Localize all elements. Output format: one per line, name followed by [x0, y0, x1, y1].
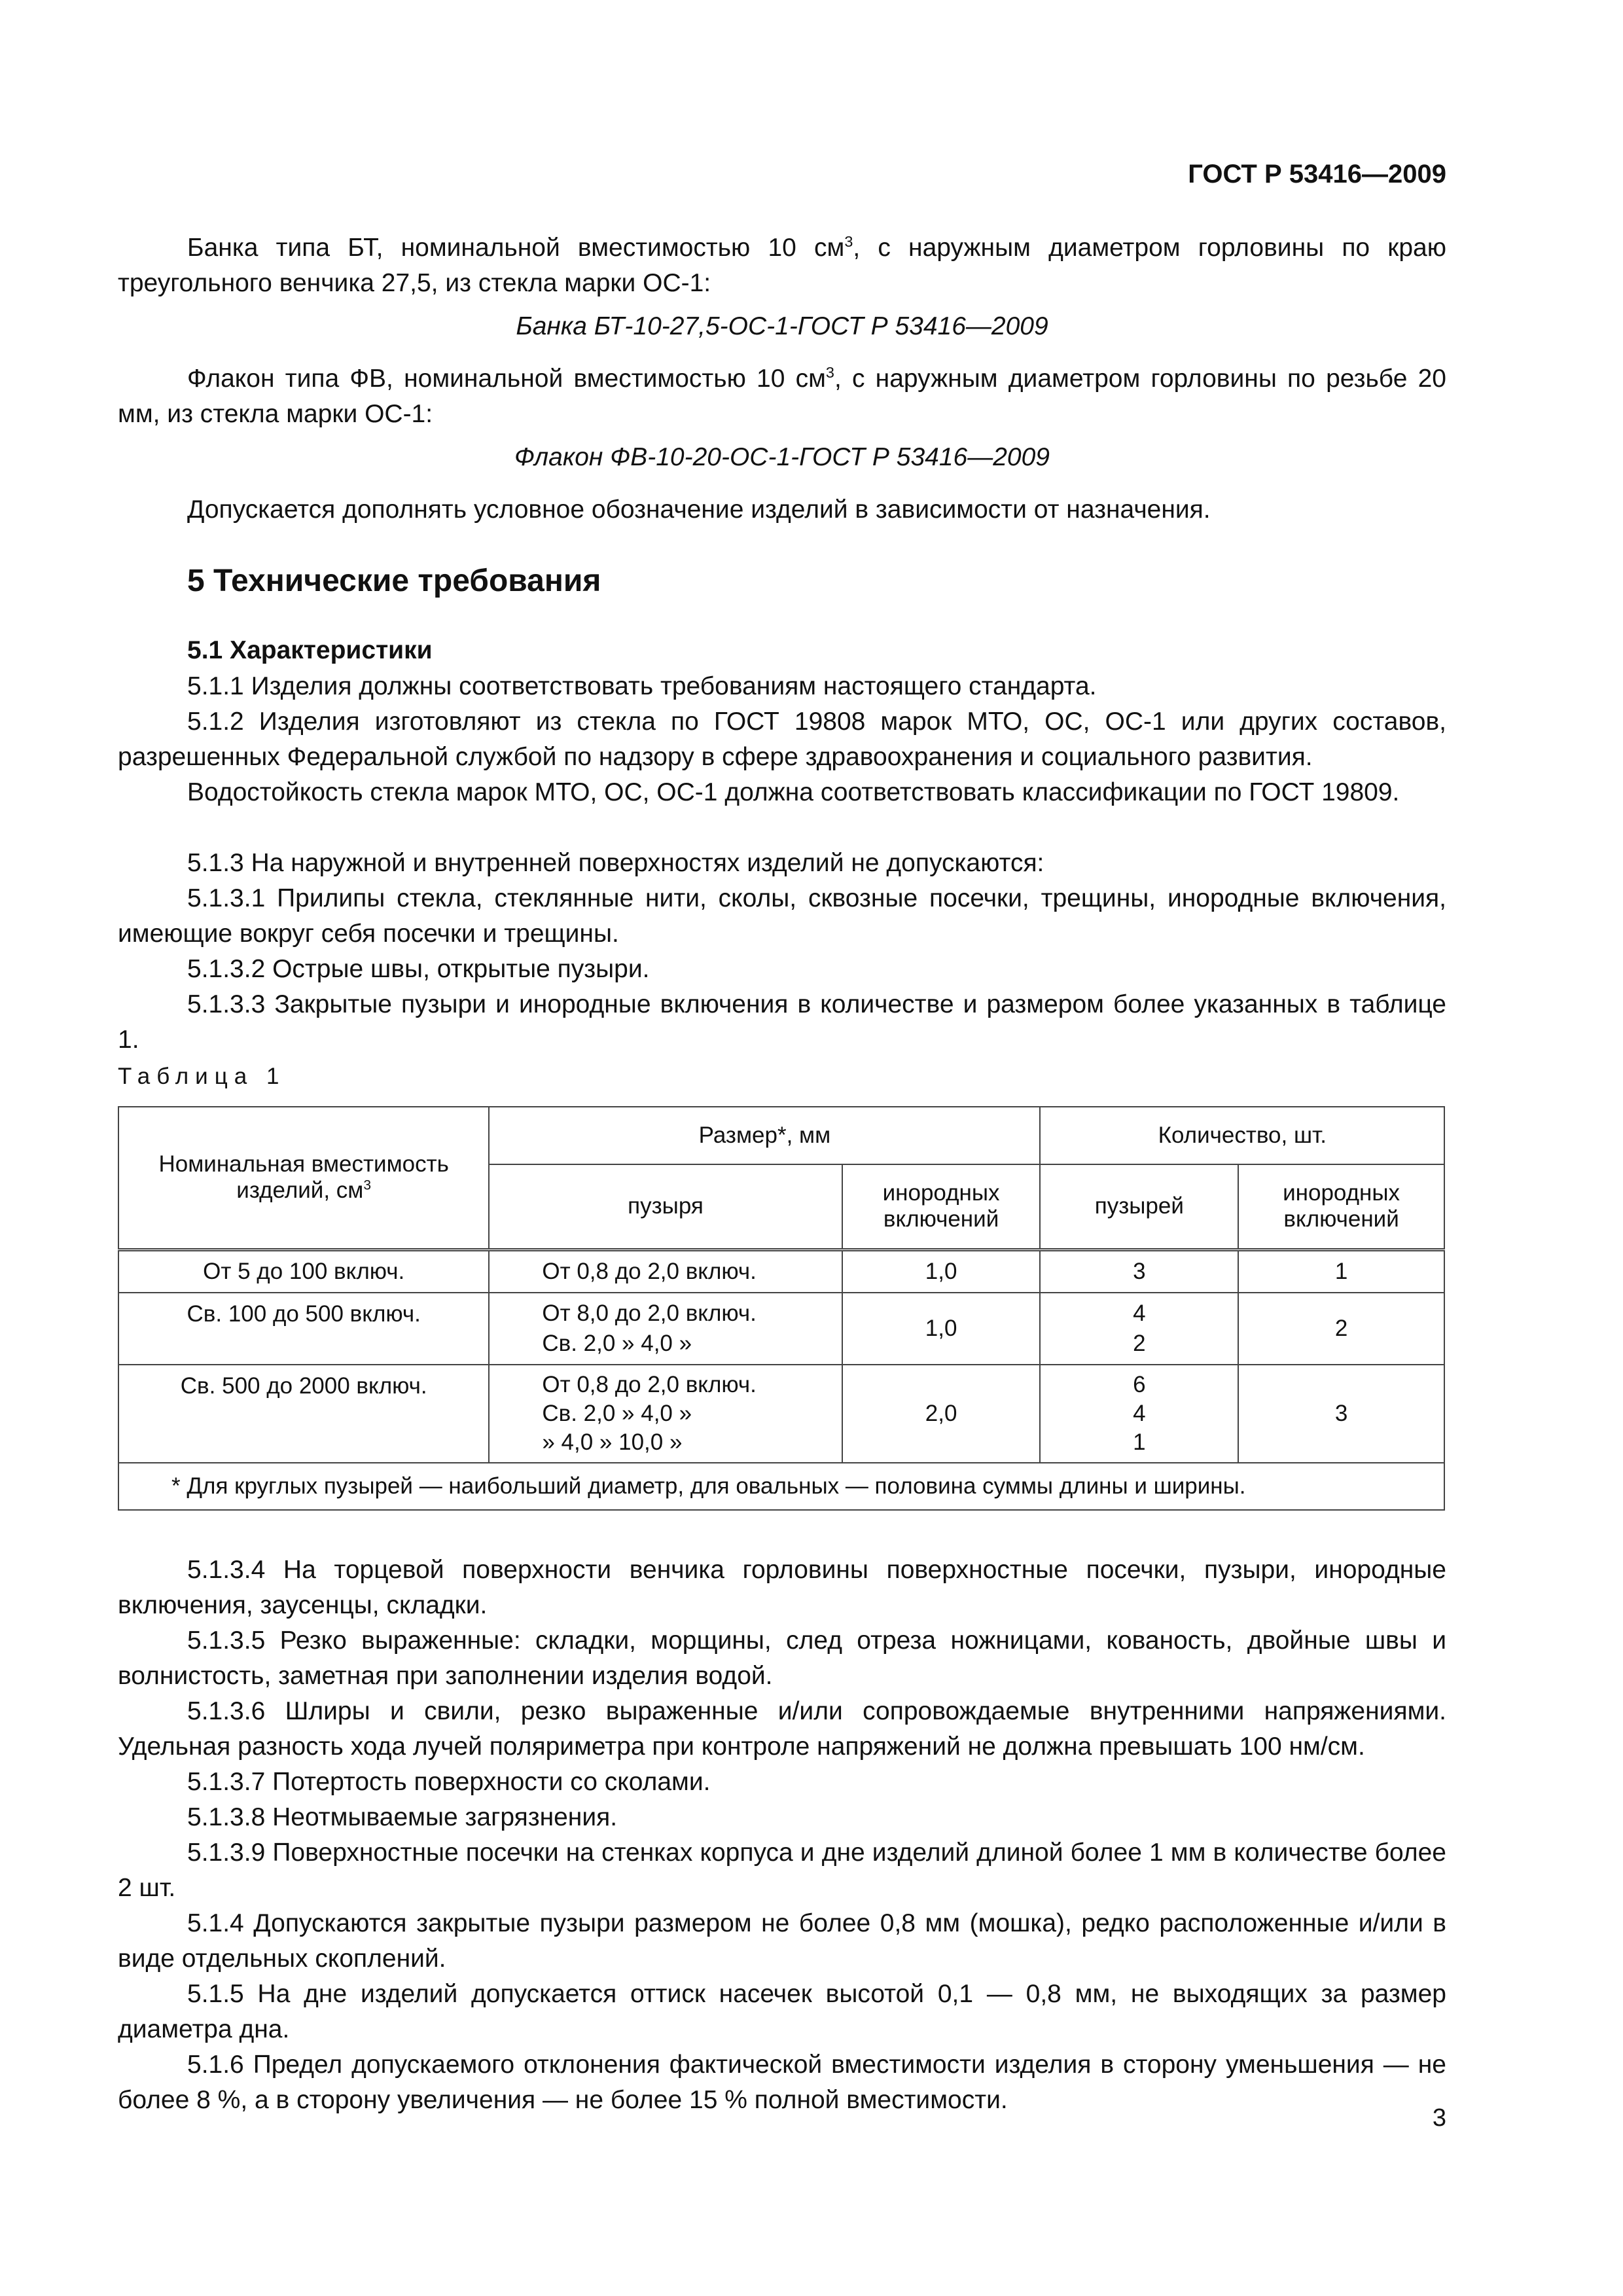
cell-capacity: От 5 до 100 включ. — [118, 1249, 489, 1293]
table-caption: Таблица 1 — [118, 1064, 286, 1089]
clause-5-1-1: 5.1.1 Изделия должны соответствовать требованиям настоящего стандарта. — [187, 672, 1097, 700]
cell-inclusion-count: 2 — [1238, 1293, 1444, 1365]
cell-bubble-count: 4 2 — [1040, 1293, 1238, 1365]
designation-example-jar: Банка БТ-10-27,5-ОС-1-ГОСТ Р 53416—2009 — [516, 312, 1048, 340]
paragraph-designation-note: Допускается дополнять условное обозначение изделий в зависимости от назначения. — [187, 495, 1211, 524]
header-size: Размер*, мм — [489, 1107, 1040, 1164]
cell-bubble-count: 3 — [1040, 1249, 1238, 1293]
table-row — [118, 1293, 1444, 1365]
cell-inclusion-size: 1,0 — [842, 1293, 1041, 1365]
text-fragment: Банка типа БТ, номинальной вместимостью 10 см — [187, 234, 845, 262]
clause-5-1-3-7: 5.1.3.7 Потертость поверхности со сколами. — [187, 1768, 711, 1796]
clause-5-1-4: 5.1.4 Допускаются закрытые пузыри размером не более 0,8 мм (мошка), редко расположенные и/или в виде отдельных скоплений. — [118, 1909, 1446, 1973]
table-header-row — [118, 1107, 1444, 1164]
header-capacity — [118, 1107, 489, 1249]
cell-inclusion-count: 3 — [1238, 1365, 1444, 1463]
superscript: 3 — [825, 364, 834, 381]
clause-5-1-3-4: 5.1.3.4 На торцевой поверхности венчика горловины поверхностные посечки, пузыри, инородные включения, заусенцы, складки. — [118, 1556, 1446, 1619]
clause-5-1-3-8: 5.1.3.8 Неотмываемые загрязнения. — [187, 1803, 618, 1831]
clause-water-resistance: Водостойкость стекла марок МТО, ОС, ОС-1 должна соответствовать классификации по ГОСТ 19809. — [187, 778, 1400, 806]
text-fragment: , с наружным диаметром горловины по резьбе 20 мм, из стекла марки ОС-1: — [118, 365, 1446, 428]
table-footnote-row — [118, 1463, 1444, 1510]
subsection-heading: 5.1 Характеристики — [187, 636, 433, 664]
clause-5-1-6: 5.1.6 Предел допускаемого отклонения фактической вместимости изделия в сторону уменьшения — не более 8 %, а в сторону увеличения — не более 15 % полной вместимости. — [118, 2051, 1446, 2114]
clause-5-1-5: 5.1.5 На дне изделий допускается оттиск насечек высотой 0,1 — 0,8 мм, не выходящих за размер диаметра дна. — [118, 1980, 1446, 2043]
subheader-inclusions-count: инородных включений — [1238, 1164, 1444, 1249]
clause-5-1-3: 5.1.3 На наружной и внутренней поверхностях изделий не допускаются: — [187, 849, 1044, 877]
clause-5-1-3-6: 5.1.3.6 Шлиры и свили, резко выраженные и/или сопровождаемые внутренними напряжениями. Удельная разность хода лучей поляриметра при контроле напряжений не должна превышать 100 нм/см. — [118, 1697, 1446, 1761]
section-heading: 5 Технические требования — [187, 564, 601, 598]
cell-bubble-count: 6 4 1 — [1040, 1365, 1238, 1463]
cell-capacity: Св. 100 до 500 включ. — [118, 1293, 489, 1365]
text-fragment: , с наружным диаметром горловины по краю треугольного венчика 27,5, из стекла марки ОС-1: — [118, 234, 1446, 297]
cell-size: От 8,0 до 2,0 включ. Св. 2,0 » 4,0 » — [489, 1293, 842, 1365]
paragraph-jar-example — [118, 230, 1446, 301]
subheader-inclusions: инородных включений — [842, 1164, 1041, 1249]
cell-inclusion-count: 1 — [1238, 1249, 1444, 1293]
cell-size: От 0,8 до 2,0 включ. — [489, 1249, 842, 1293]
cell-inclusion-size: 1,0 — [842, 1249, 1041, 1293]
table-footnote: * Для круглых пузырей — наибольший диаметр, для овальных — половина суммы длины и ширины. — [118, 1463, 1444, 1510]
table-row — [118, 1249, 1444, 1293]
clause-5-1-3-2: 5.1.3.2 Острые швы, открытые пузыри. — [187, 955, 650, 983]
designation-example-vial: Флакон ФВ-10-20-ОС-1-ГОСТ Р 53416—2009 — [514, 443, 1050, 471]
text-fragment: Флакон типа ФВ, номинальной вместимостью 10 см — [187, 365, 826, 393]
superscript: 3 — [844, 233, 853, 250]
clause-5-1-2: 5.1.2 Изделия изготовляют из стекла по ГОСТ 19808 марок МТО, ОС, ОС-1 или других составов, разрешенных Федеральной службой по надзору в сфере здравоохранения и социального развития. — [118, 708, 1446, 771]
table-row — [118, 1365, 1444, 1463]
defects-table — [118, 1106, 1445, 1511]
clause-5-1-3-3: 5.1.3.3 Закрытые пузыри и инородные включения в количестве и размером более указанных в таблице 1. — [118, 990, 1446, 1054]
cell-size: От 0,8 до 2,0 включ. Св. 2,0 » 4,0 » » 4,0 » 10,0 » — [489, 1365, 842, 1463]
cell-inclusion-size: 2,0 — [842, 1365, 1041, 1463]
clause-5-1-3-9: 5.1.3.9 Поверхностные посечки на стенках корпуса и дне изделий длиной более 1 мм в количестве более 2 шт. — [118, 1839, 1446, 1902]
clause-5-1-3-5: 5.1.3.5 Резко выраженные: складки, морщины, след отреза ножницами, кованость, двойные швы и волнистость, заметная при заполнении изделия водой. — [118, 1626, 1446, 1690]
subheader-bubbles: пузырей — [1040, 1164, 1238, 1249]
header-count: Количество, шт. — [1040, 1107, 1444, 1164]
header-capacity-text: Номинальная вместимость изделий, см — [158, 1151, 449, 1204]
page-number: 3 — [1432, 2104, 1446, 2132]
cell-capacity: Св. 500 до 2000 включ. — [118, 1365, 489, 1463]
superscript: 3 — [363, 1177, 372, 1193]
standard-code: ГОСТ Р 53416—2009 — [1188, 160, 1446, 188]
clause-5-1-3-1: 5.1.3.1 Прилипы стекла, стеклянные нити, сколы, сквозные посечки, трещины, инородные включения, имеющие вокруг себя посечки и трещины. — [118, 884, 1446, 948]
subheader-bubble: пузыря — [489, 1164, 842, 1249]
paragraph-vial-example — [118, 361, 1446, 432]
